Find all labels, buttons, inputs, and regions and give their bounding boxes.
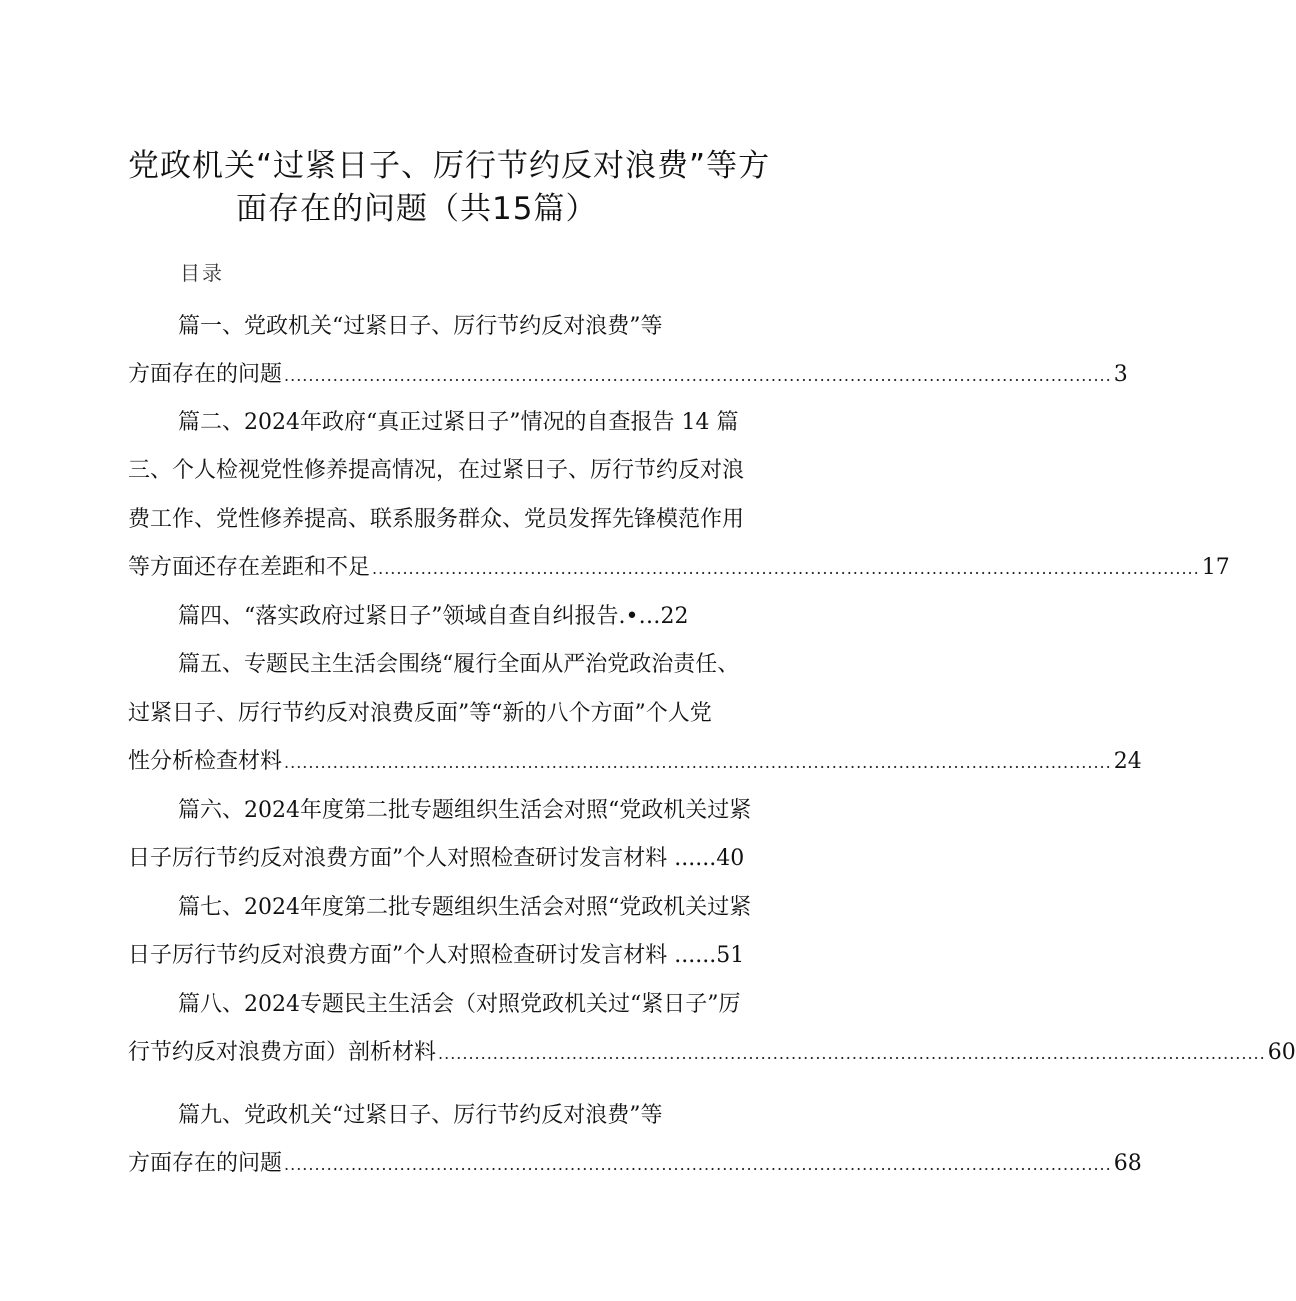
toc-entry-1-line-2[interactable] [128,358,1128,393]
toc-entry-1-line-1[interactable]: 篇一、党政机关“过紧日子、厉行节约反对浪费”等 [178,314,663,339]
toc-entry-8-line-2[interactable] [128,1036,1296,1071]
toc-entry-7-line-1[interactable]: 篇七、2024年度第二批专题组织生活会对照“党政机关过紧 [178,895,752,920]
document-title-line-1: 党政机关“过紧日子、厉行节约反对浪费”等方 [128,148,771,184]
document-title-line-2: 面存在的问题（共15篇） [236,191,598,227]
toc-entry-2-text: 等方面还存在差距和不足 [128,555,371,580]
toc-leader-dots: ........................................................................................................................................ [438,1044,1266,1063]
toc-entry-2-line-2[interactable]: 三、个人检视党性修养提高情况，在过紧日子、厉行节约反对浪 [128,458,745,483]
toc-entry-8-line-1[interactable]: 篇八、2024专题民主生活会（对照党政机关过“紧日子”厉 [178,992,741,1017]
toc-heading: 目录 [180,261,224,285]
toc-leader-dots: ........................................................................................................................................ [284,366,1112,385]
toc-leader-dots: ........................................................................................................................................ [284,753,1112,772]
toc-entry-2-page: 17 [1201,555,1230,580]
toc-entry-5-line-3[interactable] [128,745,1142,780]
toc-entry-7-line-2[interactable]: 日子厉行节约反对浪费方面”个人对照检查研讨发言材料 ......51 [128,943,745,968]
toc-entry-6-line-2[interactable]: 日子厉行节约反对浪费方面”个人对照检查研讨发言材料 ......40 [128,846,745,871]
toc-entry-9-line-1[interactable]: 篇九、党政机关“过紧日子、厉行节约反对浪费”等 [178,1103,663,1128]
toc-entry-2-line-1[interactable]: 篇二、2024年政府“真正过紧日子”情况的自查报告 14 篇 [178,410,739,435]
toc-leader-dots: ........................................................................................................................................ [372,559,1200,578]
toc-entry-2-line-4[interactable] [128,551,1230,586]
toc-entry-2-line-3[interactable]: 费工作、党性修养提高、联系服务群众、党员发挥先锋模范作用 [128,507,745,532]
toc-entry-5-text: 性分析检查材料 [128,749,283,774]
toc-entry-5-line-2[interactable]: 过紧日子、厉行节约反对浪费反面”等“新的八个方面”个人党 [128,701,712,726]
toc-entry-9-page: 68 [1113,1151,1142,1176]
toc-entry-5-line-1[interactable]: 篇五、专题民主生活会围绕“履行全面从严治党政治责任、 [178,652,740,677]
toc-entry-1-page: 3 [1113,362,1128,387]
toc-entry-9-line-2[interactable] [128,1147,1142,1182]
toc-entry-1-text: 方面存在的问题 [128,362,283,387]
toc-entry-4-line-1[interactable]: 篇四、“落实政府过紧日子”领域自查自纠报告.•…22 [178,604,689,629]
toc-entry-6-line-1[interactable]: 篇六、2024年度第二批专题组织生活会对照“党政机关过紧 [178,798,752,823]
toc-leader-dots: ........................................................................................................................................ [284,1155,1112,1174]
toc-entry-8-text: 行节约反对浪费方面）剖析材料 [128,1040,437,1065]
toc-entry-5-page: 24 [1113,749,1142,774]
toc-entry-8-page: 60 [1267,1040,1296,1065]
toc-entry-9-text: 方面存在的问题 [128,1151,283,1176]
